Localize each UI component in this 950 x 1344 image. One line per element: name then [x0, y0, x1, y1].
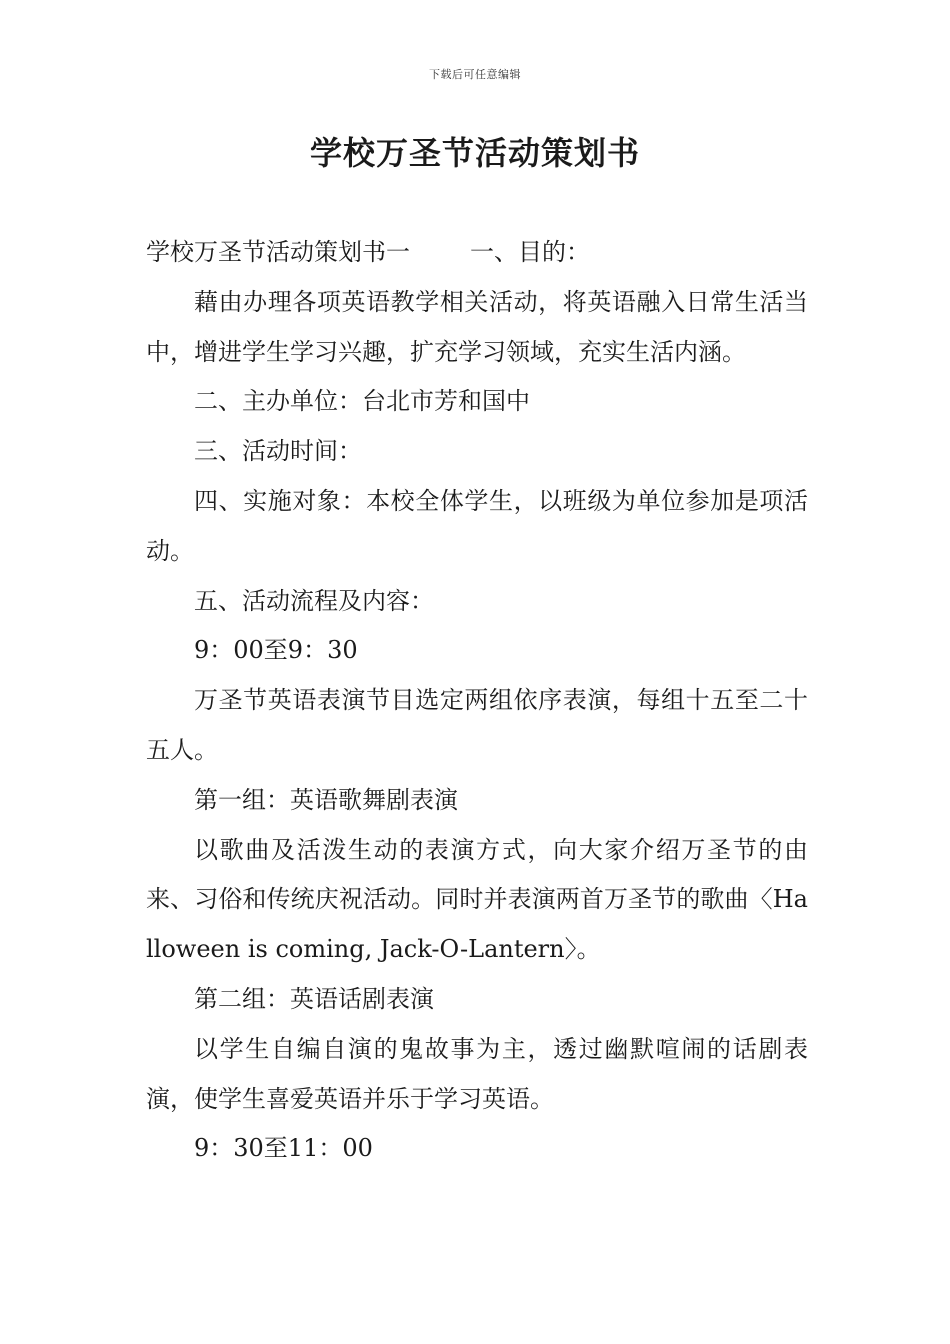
header-note: 下载后可任意编辑	[429, 68, 521, 81]
paragraph-group-2-detail: 以学生自编自演的鬼故事为主，透过幽默喧闹的话剧表演，使学生喜爱英语并乐于学习英语。	[146, 1034, 808, 1113]
document-title: 学校万圣节活动策划书	[309, 134, 640, 172]
section-heading-purpose: 一、目的：	[470, 238, 590, 266]
document-body	[146, 228, 808, 1174]
paragraph-group-1-heading: 第一组：英语歌舞剧表演	[194, 785, 458, 814]
paragraph-flow-heading: 五、活动流程及内容：	[194, 586, 434, 615]
lead-title: 学校万圣节活动策划书一	[146, 238, 410, 266]
paragraph-time-slot-1: 9：00至9：30	[194, 636, 358, 665]
lead-line	[146, 228, 808, 278]
paragraph-time: 三、活动时间：	[194, 437, 362, 466]
paragraph-purpose: 藉由办理各项英语教学相关活动，将英语融入日常生活当中，增进学生学习兴趣，扩充学习领域，充实生活内涵。	[146, 287, 808, 366]
paragraph-time-slot-2: 9：30至11：00	[194, 1134, 373, 1163]
paragraph-performance-intro: 万圣节英语表演节目选定两组依序表演，每组十五至二十五人。	[146, 686, 808, 764]
paragraph-group-1-detail: 以歌曲及活泼生动的表演方式，向大家介绍万圣节的由来、习俗和传统庆祝活动。同时并表演两首万圣节的歌曲〈Halloween is coming, Jack-O-Lantern〉。	[146, 835, 808, 964]
paragraph-group-2-heading: 第二组：英语话剧表演	[194, 984, 434, 1013]
paragraph-participants: 四、实施对象：本校全体学生，以班级为单位参加是项活动。	[146, 486, 808, 565]
paragraph-organizer: 二、主办单位：台北市芳和国中	[194, 387, 530, 416]
